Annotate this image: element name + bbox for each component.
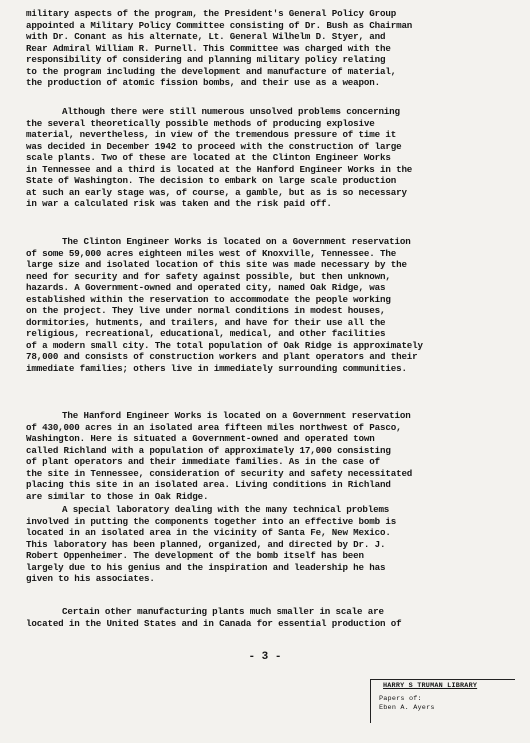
text-line: on the project. They live under normal conditions in modest houses, bbox=[26, 305, 386, 316]
text-line: scale plants. Two of these are located at the Clinton Engineer Works bbox=[26, 152, 391, 163]
text-line: located in an isolated area in the vicinity of Santa Fe, New Mexico. bbox=[26, 527, 391, 538]
text-line: the site in Tennessee, consideration of security and safety necessitated bbox=[26, 467, 413, 479]
text-line: Rear Admiral William R. Purnell. This Committee was charged with the bbox=[26, 42, 391, 54]
text-line: 78,000 and consists of construction workers and plant operators and their bbox=[26, 351, 418, 362]
text-line: are similar to those in Oak Ridge. bbox=[26, 490, 209, 502]
text-line: immediate families; others live in immediately surrounding communities. bbox=[26, 362, 407, 374]
text-line: responsibility of considering and planning military policy relating bbox=[26, 54, 386, 65]
page-number: - 3 - bbox=[248, 651, 282, 663]
text-line: hazards. A Government-owned and operated city, named Oak Ridge, was bbox=[26, 282, 386, 293]
paragraph-6 bbox=[26, 606, 506, 629]
text-line: of plant operators and their immediate families. As in the case of bbox=[26, 456, 380, 467]
text-line: The Clinton Engineer Works is located on a Government reservation bbox=[62, 236, 411, 247]
text-line: called Richland with a population of approximately 17,000 consisting bbox=[26, 444, 391, 456]
text-line: established within the reservation to accommodate the people working bbox=[26, 293, 391, 305]
text-line: placing this site in an isolated area. Living conditions in Richland bbox=[26, 479, 391, 490]
text-line: military aspects of the program, the President's General Policy Group bbox=[26, 8, 397, 19]
paragraph-1 bbox=[26, 8, 506, 89]
stamp-papers-label: Papers of: bbox=[379, 695, 422, 703]
text-line: involved in putting the components together into an effective bomb is bbox=[26, 515, 397, 527]
text-line: to the program including the development and manufacture of material, bbox=[26, 65, 397, 77]
paragraph-3 bbox=[26, 236, 506, 374]
text-line: of some 59,000 acres eighteen miles west of Knoxville, Tennessee. The bbox=[26, 247, 397, 259]
paragraph-4 bbox=[26, 410, 506, 502]
text-line: appointed a Military Policy Committee consisting of Dr. Bush as Chairman bbox=[26, 19, 413, 31]
text-line: State of Washington. The decision to embark on large scale production bbox=[26, 175, 397, 186]
text-line: the several theoretically possible methods of producing explosive bbox=[26, 117, 375, 129]
text-line: at such an early stage was, of course, a gamble, but as is so necessary bbox=[26, 186, 407, 198]
text-line: located in the United States and in Canada for essential production of bbox=[26, 617, 402, 629]
text-line: in Tennessee and a third is located at the Hanford Engineer Works in the bbox=[26, 163, 413, 175]
paragraph-2 bbox=[26, 106, 506, 210]
text-line: largely due to his genius and the inspiration and leadership he has bbox=[26, 561, 386, 573]
library-stamp bbox=[370, 679, 515, 723]
text-line: need for security and for safety against possible, but then unknown, bbox=[26, 270, 391, 282]
text-line: This laboratory has been planned, organized, and directed by Dr. J. bbox=[26, 538, 386, 550]
text-line: given to his associates. bbox=[26, 573, 155, 584]
text-line: A special laboratory dealing with the many technical problems bbox=[62, 504, 390, 515]
text-line: the production of atomic fission bombs, and their use as a weapon. bbox=[26, 77, 380, 88]
text-line: with Dr. Conant as his alternate, Lt. General Wilhelm D. Styer, and bbox=[26, 31, 386, 42]
text-line: was decided in December 1942 to proceed with the construction of large bbox=[26, 140, 402, 152]
text-line: Washington. Here is situated a Government-owned and operated town bbox=[26, 433, 375, 444]
text-line: in war a calculated risk was taken and the risk paid off. bbox=[26, 198, 332, 209]
text-line: Although there were still numerous unsolved problems concerning bbox=[62, 106, 400, 117]
text-line: large size and isolated location of this site was made necessary by the bbox=[26, 259, 407, 270]
paragraph-5 bbox=[26, 504, 506, 585]
text-line: religious, recreational, educational, medical, and other facilities bbox=[26, 328, 386, 339]
text-line: Certain other manufacturing plants much smaller in scale are bbox=[62, 606, 384, 617]
text-line: Robert Oppenheimer. The development of the bomb itself has been bbox=[26, 550, 364, 561]
text-line: dormitories, hutments, and trailers, and have for their use all the bbox=[26, 316, 386, 328]
stamp-library-name: HARRY S TRUMAN LIBRARY bbox=[383, 682, 478, 690]
text-line: material, nevertheless, in view of the tremendous pressure of time it bbox=[26, 129, 397, 140]
text-line: The Hanford Engineer Works is located on a Government reservation bbox=[62, 410, 411, 421]
stamp-owner-name: Eben A. Ayers bbox=[379, 704, 435, 712]
text-line: of 430,000 acres in an isolated area fifteen miles northwest of Pasco, bbox=[26, 421, 402, 433]
text-line: of a modern small city. The total population of Oak Ridge is approximately bbox=[26, 339, 423, 351]
